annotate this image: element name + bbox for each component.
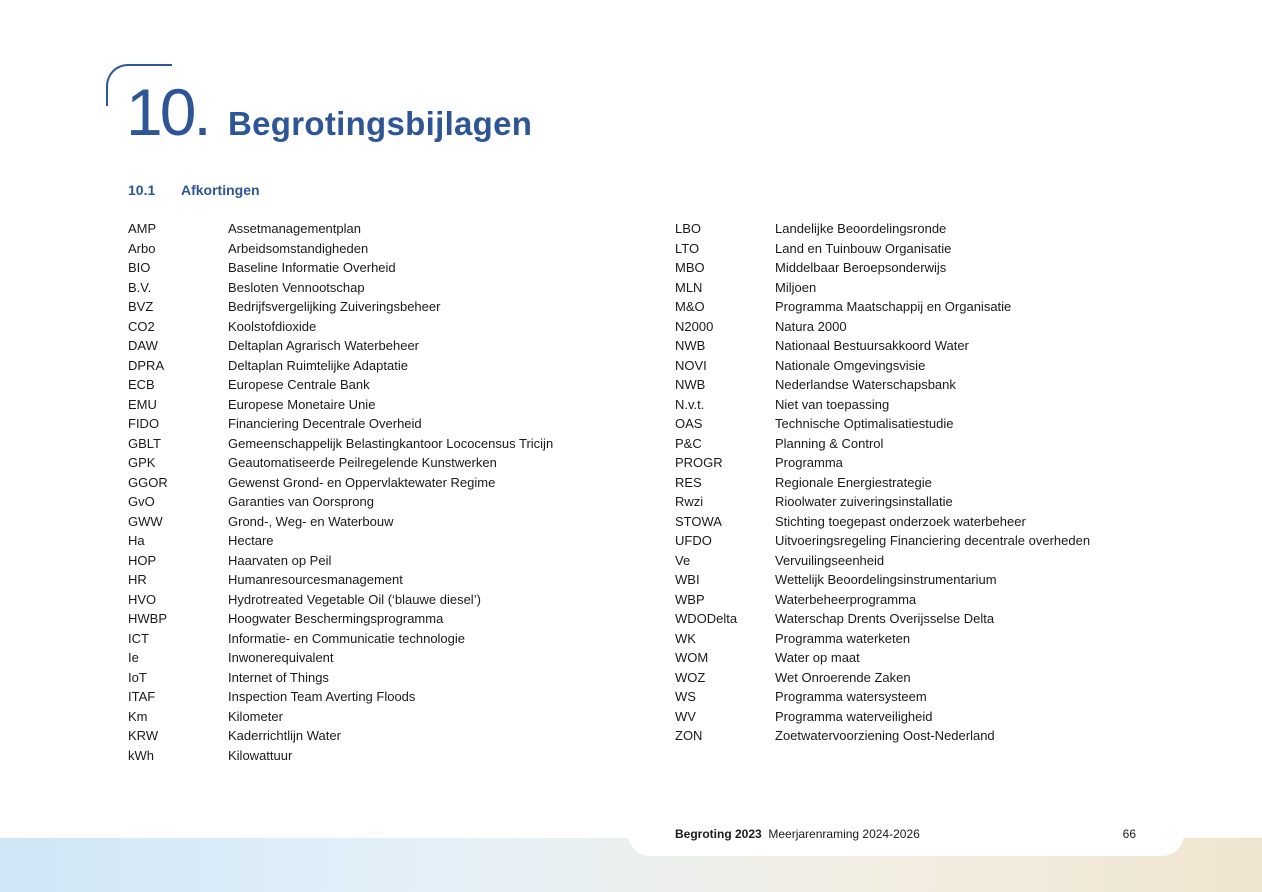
abbreviation-definition: Deltaplan Agrarisch Waterbeheer xyxy=(228,338,420,353)
footer-document-title: Begroting 2023 xyxy=(675,827,762,841)
section-title: Afkortingen xyxy=(181,182,260,198)
abbreviation-definition: Nationaal Bestuursakkoord Water xyxy=(775,338,969,353)
page-number: 66 xyxy=(1122,827,1136,841)
abbreviation-definition: Wettelijk Beoordelingsinstrumentarium xyxy=(775,572,997,587)
abbreviation-term: Arbo xyxy=(128,240,156,256)
abbreviation-definition: Miljoen xyxy=(775,279,817,295)
abbreviation-term: Km xyxy=(128,708,148,724)
abbreviation-definition: Besloten Vennootschap xyxy=(228,279,365,295)
abbreviation-definition: Rioolwater zuiveringsinstallatie xyxy=(775,494,953,509)
abbreviation-term: LBO xyxy=(675,221,702,236)
abbreviation-term: MBO xyxy=(675,260,705,275)
abbreviation-definition: Wet Onroerende Zaken xyxy=(775,669,911,685)
abbreviation-term: B.V. xyxy=(128,279,152,295)
abbreviation-definition: Geautomatiseerde Peilregelende Kunstwerken xyxy=(228,455,497,470)
abbreviation-definition: Grond-, Weg- en Waterbouw xyxy=(228,513,394,529)
abbreviation-definition: Garanties van Oorsprong xyxy=(228,494,374,509)
chapter-number: 10. xyxy=(126,75,209,149)
abbreviation-term: STOWA xyxy=(675,513,722,529)
abbreviation-definition: Baseline Informatie Overheid xyxy=(228,260,396,275)
abbreviation-definition: Deltaplan Ruimtelijke Adaptatie xyxy=(228,357,408,373)
abbreviation-definition: Inspection Team Averting Floods xyxy=(228,689,416,704)
abbreviation-definition: Waterschap Drents Overijsselse Delta xyxy=(775,611,995,626)
abbreviation-term: MLN xyxy=(675,279,703,295)
abbreviation-term: Rwzi xyxy=(675,494,704,509)
abbreviation-definition: Gewenst Grond- en Oppervlaktewater Regime xyxy=(228,474,496,490)
abbreviation-definition: Internet of Things xyxy=(228,669,329,685)
abbreviation-term: DPRA xyxy=(128,357,165,373)
abbreviation-term: UFDO xyxy=(675,533,712,548)
abbreviation-definition: Financiering Decentrale Overheid xyxy=(228,416,422,431)
abbreviation-definition: Niet van toepassing xyxy=(775,396,890,412)
abbreviation-term: DAW xyxy=(128,338,158,353)
abbreviation-definition: Technische Optimalisatiestudie xyxy=(775,416,954,431)
abbreviation-term: ICT xyxy=(128,630,149,646)
abbreviation-definition: Gemeenschappelijk Belastingkantoor Lococensus Tricijn xyxy=(228,435,554,451)
abbreviation-definition: Landelijke Beoordelingsronde xyxy=(775,221,947,236)
abbreviation-term: P&C xyxy=(675,435,702,451)
abbreviation-definition: Land en Tuinbouw Organisatie xyxy=(775,240,952,256)
abbreviation-definition: Regionale Energiestrategie xyxy=(775,474,932,490)
abbreviation-definition: Kilowattuur xyxy=(228,747,293,763)
abbreviation-term: ITAF xyxy=(128,689,156,704)
abbreviation-definition: Hydrotreated Vegetable Oil (‘blauwe diesel’) xyxy=(228,591,481,607)
abbreviation-term: HVO xyxy=(128,591,157,607)
abbreviation-term: GPK xyxy=(128,455,156,470)
abbreviation-term: Ve xyxy=(675,552,691,568)
abbreviation-term: WV xyxy=(675,708,696,724)
abbreviation-term: GvO xyxy=(128,494,155,509)
abbreviation-term: NWB xyxy=(675,377,706,392)
abbreviation-definition: Haarvaten op Peil xyxy=(228,552,332,568)
abbreviation-definition: Inwonerequivalent xyxy=(228,650,334,665)
abbreviation-definition: Programma waterketen xyxy=(775,630,911,646)
chapter-title: Begrotingsbijlagen xyxy=(228,105,533,142)
abbreviation-term: Ha xyxy=(128,533,145,548)
abbreviation-term: kWh xyxy=(128,747,154,763)
abbreviation-term: HOP xyxy=(128,552,157,568)
abbreviation-definition: Vervuilingseenheid xyxy=(775,552,885,568)
abbreviation-term: WBP xyxy=(675,591,705,607)
abbreviation-term: OAS xyxy=(675,416,703,431)
abbreviation-definition: Water op maat xyxy=(775,650,860,665)
abbreviation-term: CO2 xyxy=(128,318,155,334)
abbreviation-term: M&O xyxy=(675,299,705,314)
abbreviation-definition: Programma watersysteem xyxy=(775,689,927,704)
abbreviation-term: ZON xyxy=(675,728,703,743)
footer-document-info xyxy=(675,826,920,842)
abbreviation-definition: Zoetwatervoorziening Oost-Nederland xyxy=(775,728,995,743)
abbreviation-definition: Europese Monetaire Unie xyxy=(228,396,376,412)
abbreviation-term: HWBP xyxy=(128,611,167,626)
abbreviation-term: KRW xyxy=(128,728,159,743)
abbreviation-term: ECB xyxy=(128,377,155,392)
abbreviation-definition: Kilometer xyxy=(228,708,283,724)
abbreviation-term: AMP xyxy=(128,221,157,236)
abbreviation-definition: Nationale Omgevingsvisie xyxy=(775,357,926,373)
abbreviation-term: GWW xyxy=(128,513,163,529)
abbreviation-definition: Hectare xyxy=(228,533,274,548)
abbreviation-term: IoT xyxy=(128,669,147,685)
abbreviation-term: BIO xyxy=(128,260,151,275)
abbreviation-term: FIDO xyxy=(128,416,160,431)
abbreviation-term: WOZ xyxy=(675,669,706,685)
abbreviation-term: Ie xyxy=(128,650,139,665)
abbreviation-term: GGOR xyxy=(128,474,168,490)
abbreviation-definition: Bedrijfsvergelijking Zuiveringsbeheer xyxy=(228,299,441,314)
abbreviation-definition: Planning & Control xyxy=(775,435,884,451)
abbreviation-term: N.v.t. xyxy=(675,396,705,412)
abbreviation-term: WS xyxy=(675,689,696,704)
abbreviation-definition: Natura 2000 xyxy=(775,318,847,334)
abbreviation-term: PROGR xyxy=(675,455,723,470)
abbreviation-definition: Arbeidsomstandigheden xyxy=(228,240,369,256)
abbreviation-definition: Assetmanagementplan xyxy=(228,221,361,236)
abbreviation-definition: Hoogwater Beschermingsprogramma xyxy=(228,611,444,626)
abbreviation-definition: Kaderrichtlijn Water xyxy=(228,728,341,743)
abbreviation-definition: Stichting toegepast onderzoek waterbeheer xyxy=(775,513,1026,529)
abbreviation-definition: Informatie- en Communicatie technologie xyxy=(228,630,466,646)
abbreviation-definition: Europese Centrale Bank xyxy=(228,377,370,392)
abbreviation-term: EMU xyxy=(128,396,157,412)
abbreviation-term: WK xyxy=(675,630,696,646)
abbreviation-term: RES xyxy=(675,474,702,490)
abbreviation-definition: Humanresourcesmanagement xyxy=(228,572,403,587)
abbreviation-definition: Programma waterveiligheid xyxy=(775,708,933,724)
abbreviation-definition: Uitvoeringsregeling Financiering decentrale overheden xyxy=(775,533,1091,548)
abbreviation-term: WBI xyxy=(675,572,700,587)
abbreviation-definition: Middelbaar Beroepsonderwijs xyxy=(775,260,947,275)
abbreviation-term: HR xyxy=(128,572,147,587)
abbreviation-definition: Programma xyxy=(775,455,843,470)
abbreviation-definition: Waterbeheerprogramma xyxy=(775,591,917,607)
abbreviation-term: BVZ xyxy=(128,299,154,314)
abbreviation-definition: Koolstofdioxide xyxy=(228,318,317,334)
section-number: 10.1 xyxy=(128,182,156,198)
footer-subtitle: Meerjarenraming 2024-2026 xyxy=(768,827,920,841)
abbreviation-term: NOVI xyxy=(675,357,707,373)
abbreviation-term: WOM xyxy=(675,650,709,665)
abbreviation-term: WDODelta xyxy=(675,611,738,626)
abbreviation-term: NWB xyxy=(675,338,706,353)
abbreviation-term: GBLT xyxy=(128,435,161,451)
abbreviation-term: LTO xyxy=(675,240,700,256)
abbreviation-term: N2000 xyxy=(675,318,714,334)
abbreviation-definition: Programma Maatschappij en Organisatie xyxy=(775,299,1012,314)
abbreviation-definition: Nederlandse Waterschapsbank xyxy=(775,377,956,392)
